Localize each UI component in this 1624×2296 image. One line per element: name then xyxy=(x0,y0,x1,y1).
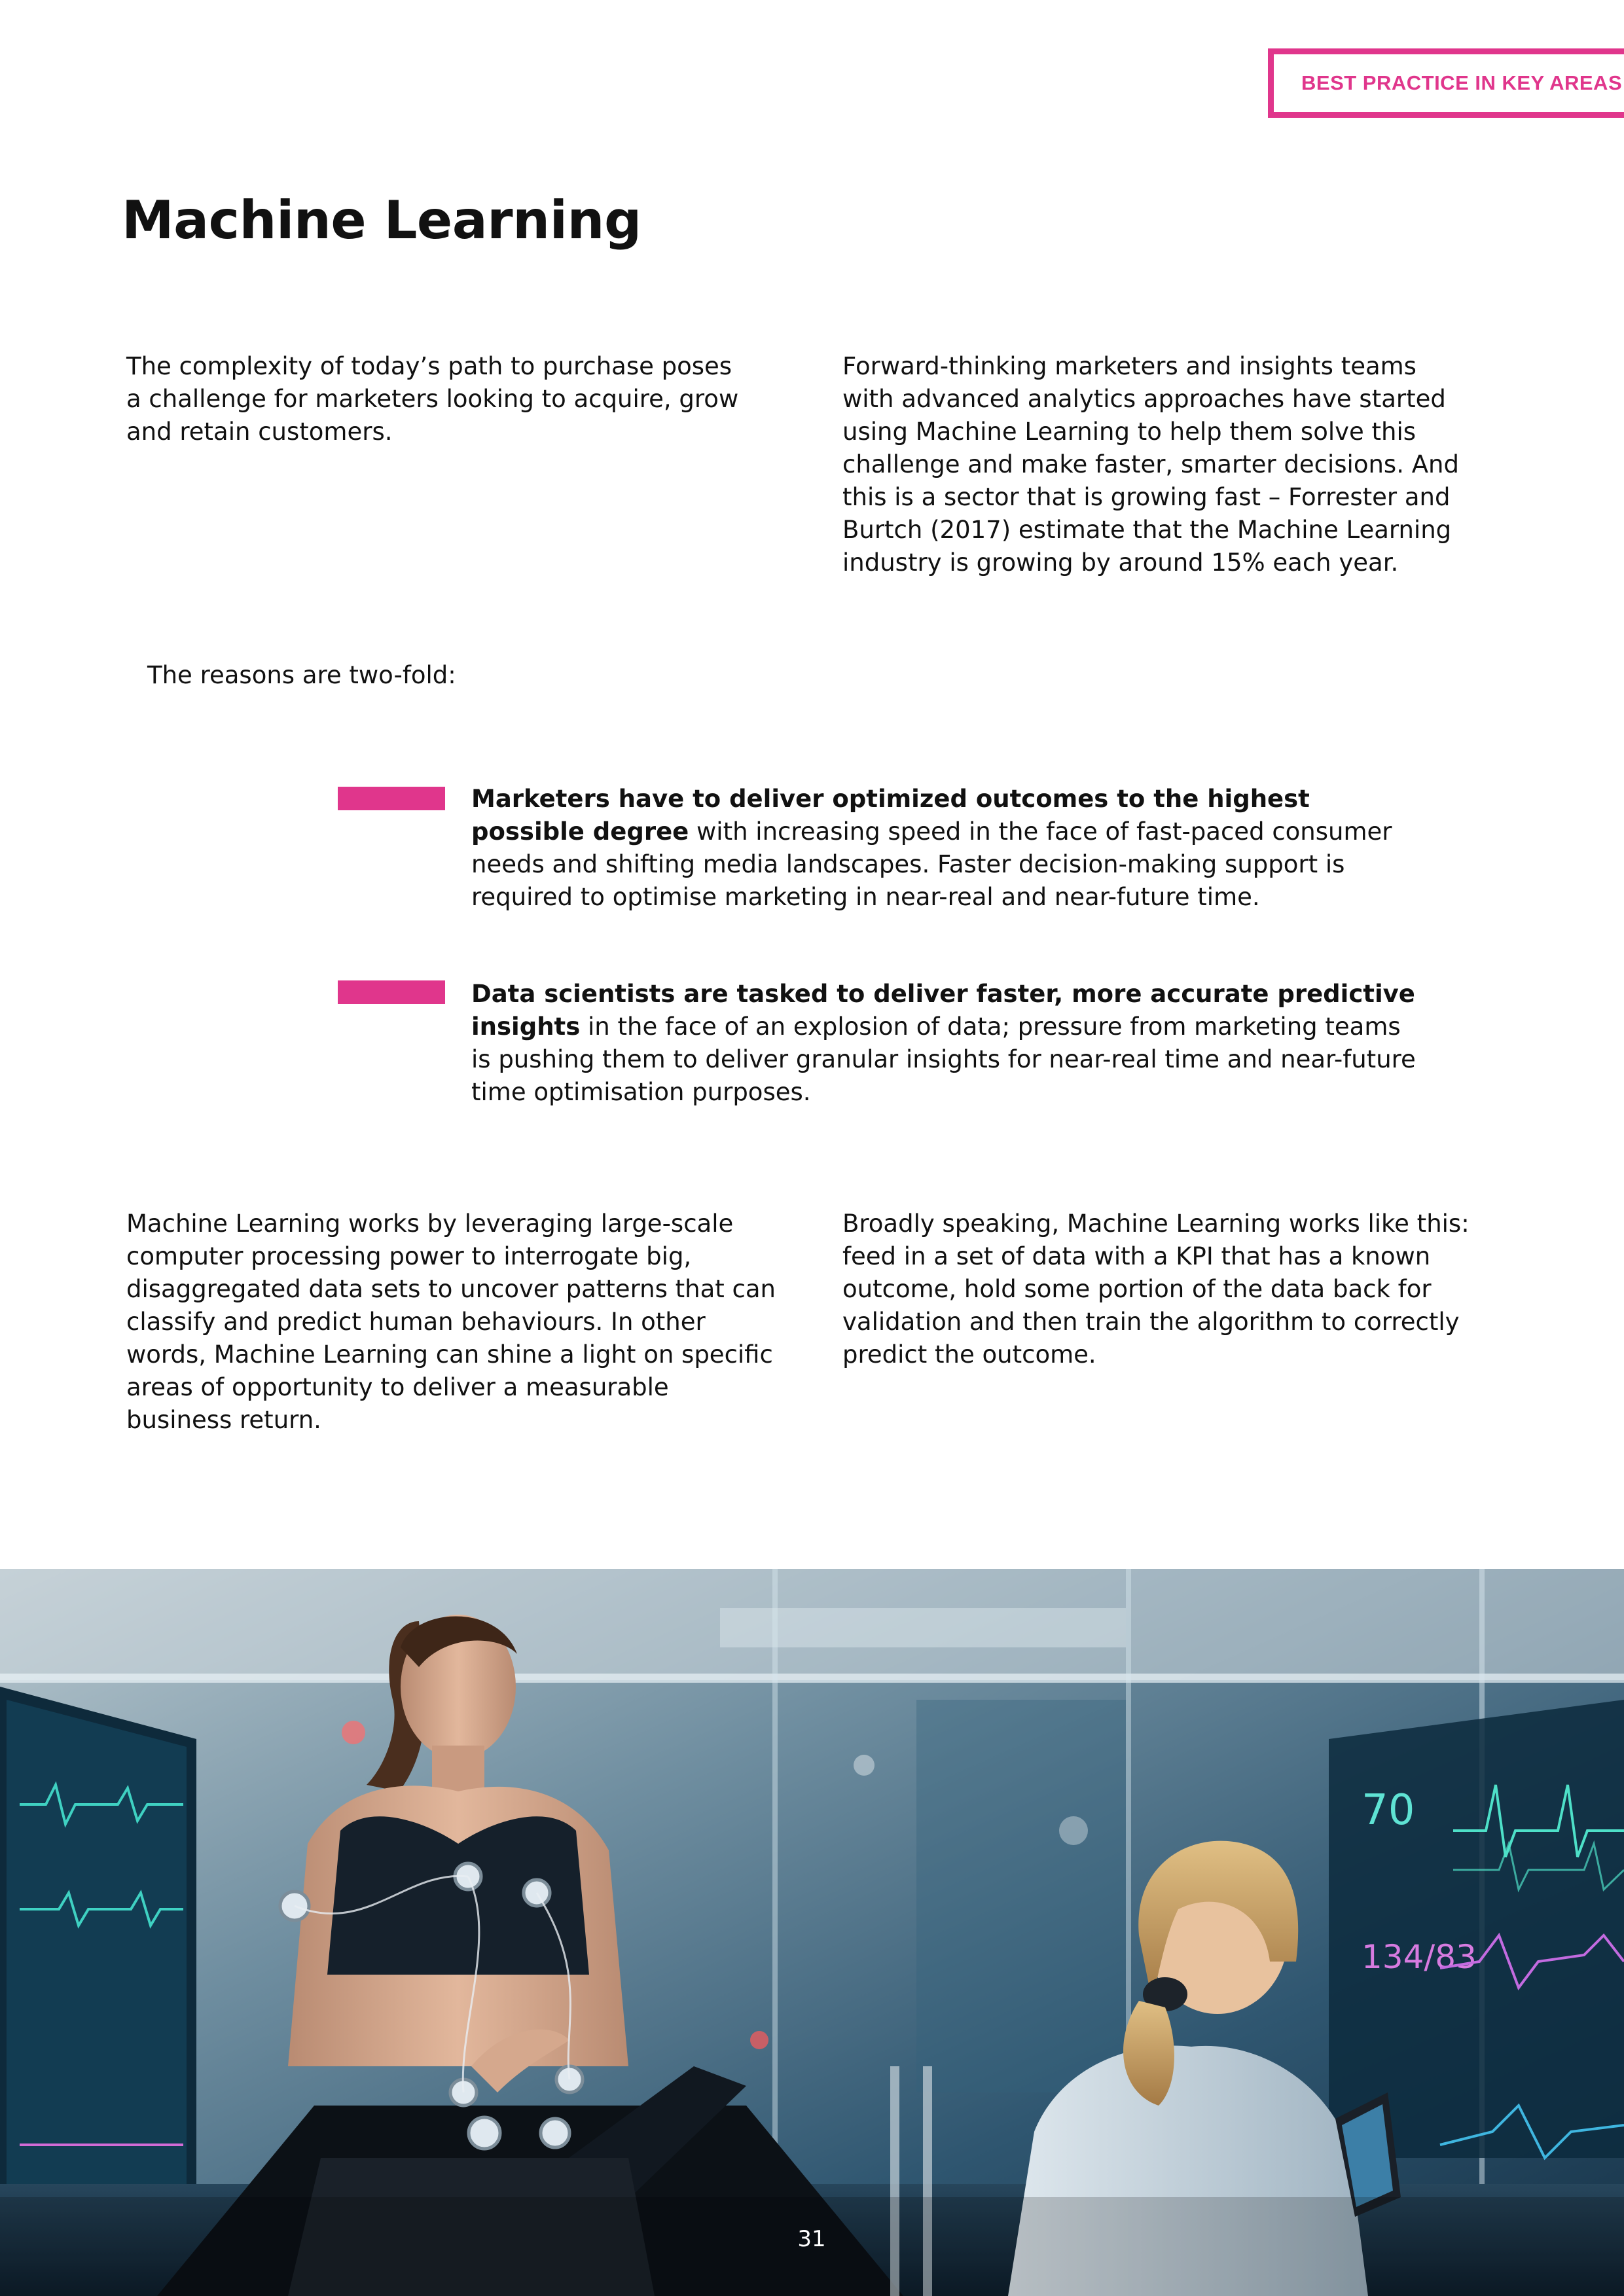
bullet-body-text: with increasing speed in the face of fast-paced consumer needs and shifting media landscapes. Faster decision-making support is required to optimise marketing in near-real and near-future time. xyxy=(471,817,1392,911)
body-right-paragraph: Broadly speaking, Machine Learning works like this: feed in a set of data with a KPI that has a known outcome, hold some portion of the data back for validation and then train the algorithm to correctly predict the outcome. xyxy=(842,1210,1470,1369)
intro-left-paragraph: The complexity of today’s path to purchase poses a challenge for marketers looking to acquire, grow and retain customers. xyxy=(126,352,739,446)
bullet-bold-lead: Data scientists are tasked to deliver faster, more accurate predictive insights xyxy=(471,980,1415,1041)
bullet-marker xyxy=(338,980,445,1004)
bullet-item-data-scientists xyxy=(471,978,1427,1109)
monitor-heart-rate: 70 xyxy=(1362,1786,1415,1835)
page-number: 31 xyxy=(797,2226,826,2252)
bullet-marker xyxy=(338,787,445,810)
page-title: Machine Learning xyxy=(122,190,641,251)
bullet-body-text: in the face of an explosion of data; pressure from marketing teams is pushing them to deliver granular insights for near-real time and near-future time optimisation purposes. xyxy=(471,1013,1416,1106)
photo-illustration xyxy=(0,1569,1624,2296)
body-left-paragraph: Machine Learning works by leveraging large-scale computer processing power to interrogate big, disaggregated data sets to uncover patterns that can classify and predict human behaviours. In other words, Machine Learning can shine a light on specific areas of opportunity to deliver a measurable business return. xyxy=(126,1210,776,1434)
section-tag xyxy=(1268,48,1624,118)
intro-right-paragraph: Forward-thinking marketers and insights teams with advanced analytics approaches have started using Machine Learning to help them solve this challenge and make faster, smarter decisions. And this is a sector that is growing fast – Forrester and Burtch (2017) estimate that the Machine Learning industry is growing by around 15% each year. xyxy=(842,352,1459,577)
section-tag-label: BEST PRACTICE IN KEY AREAS xyxy=(1301,71,1623,94)
hero-photo-treadmill-lab xyxy=(0,1569,1624,2296)
reasons-intro: The reasons are two-fold: xyxy=(147,661,456,689)
monitor-blood-pressure: 134/83 xyxy=(1362,1938,1477,1976)
bullet-bold-lead: Marketers have to deliver optimized outcomes to the highest possible degree xyxy=(471,785,1310,846)
bullet-item-marketers xyxy=(471,783,1427,914)
